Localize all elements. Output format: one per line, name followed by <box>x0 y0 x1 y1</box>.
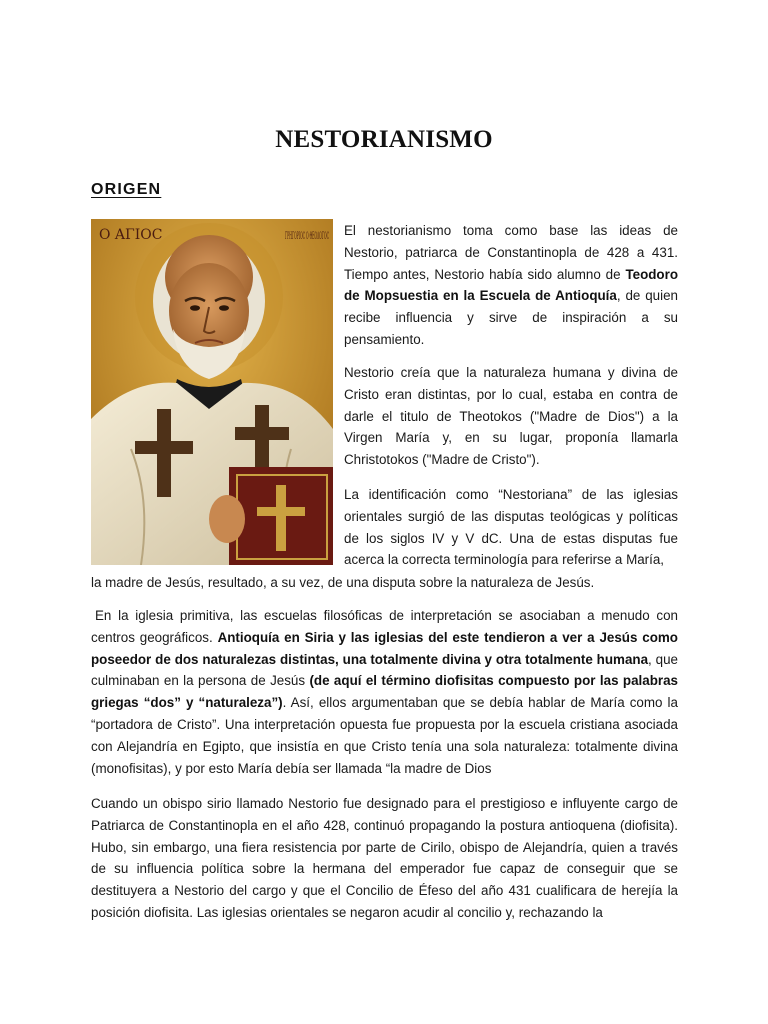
paragraph-4-bold-a: Antioquía en Siria y las iglesias del este tendieron a ver a Jesús como poseedor de dos naturalezas distintas, una totalmente divina y otra totalmente humana <box>91 629 678 667</box>
inscription-right: ΓΡΗΓΟΡΙΟC Ο ΘΕΟΛΟΓΟC <box>285 231 330 242</box>
paragraph-3-tail: la madre de Jesús, resultado, a su vez, de una disputa sobre la naturaleza de Jesús. <box>91 575 595 590</box>
saint-icon-image <box>91 219 333 565</box>
inscription-left: O AΓΙOC <box>99 227 163 243</box>
paragraph-4-text-a: En la iglesia primitiva, las escuelas filosóficas de interpretación se asociaban a menudo con centros geográficos. <box>91 608 678 645</box>
paragraph-4-text-c: . Así, ellos argumentaban que se debía hablar de María como la “portadora de Cristo”. Una interpretación opuesta fue propuesta por la escuela cristiana asociada con Alejandría en Egipto, que insistía en que Cristo tenía una sola naturaleza: totalmente divina (monofisitas), y por esto María debía ser llamada “la madre de Dios <box>91 695 678 776</box>
paragraph-1-text-b: , de quien recibe influencia y sirve de inspiración a su pensamiento. <box>344 288 678 347</box>
paragraph-4-bold-b: (de aquí el término diofisitas compuesto por las palabras griegas “dos” y “naturaleza”) <box>91 673 678 711</box>
paragraph-4-text-b: , que culminaban en la persona de Jesús <box>91 651 678 689</box>
paragraph-4 <box>91 605 678 779</box>
paragraph-1-text-a: El nestorianismo toma como base las ideas de Nestorio, patriarca de Constantinopla de 428 a 431. Tiempo antes, Nestorio había sido alumno de <box>344 223 678 282</box>
section-heading-origen: ORIGEN <box>91 181 162 198</box>
paragraph-3: La identificación como “Nestoriana” de las iglesias orientales surgió de las disputas teológicas y políticas de los siglos IV y V dC. Una de estas disputas fue acerca la correcta terminología para referirse a María, <box>344 487 678 568</box>
paragraph-1-bold-a: Teodoro de Mopsuestia en la Escuela de Antioquía <box>344 266 678 304</box>
page-title: NESTORIANISMO <box>275 126 493 153</box>
paragraph-2: Nestorio creía que la naturaleza humana y divina de Cristo eran distintas, por lo cual, estaba en contra de darle el titulo de Theotokos ("Madre de Dios") a la Virgen María y, en su lugar, proponía llamarla Christotokos ("Madre de Cristo"). <box>344 365 678 468</box>
paragraph-5: Cuando un obispo sirio llamado Nestorio fue designado para el prestigioso e influyente cargo de Patriarca de Constantinopla en el año 428, continuó propagando la postura antioquena (diofisita). Hubo, sin embargo, una fiera resistencia por parte de Cirilo, obispo de Alejandría, quien a través de su influencia política sobre la hermana del emperador fue capaz de conseguir que se destituyera a Nestorio del cargo y que el Concilio de Éfeso del año 431 cualificara de herejía la posición diofisita. Las iglesias orientales se negaron acudir al concilio y, rechazando la <box>91 796 678 920</box>
paragraph-1 <box>344 220 678 351</box>
